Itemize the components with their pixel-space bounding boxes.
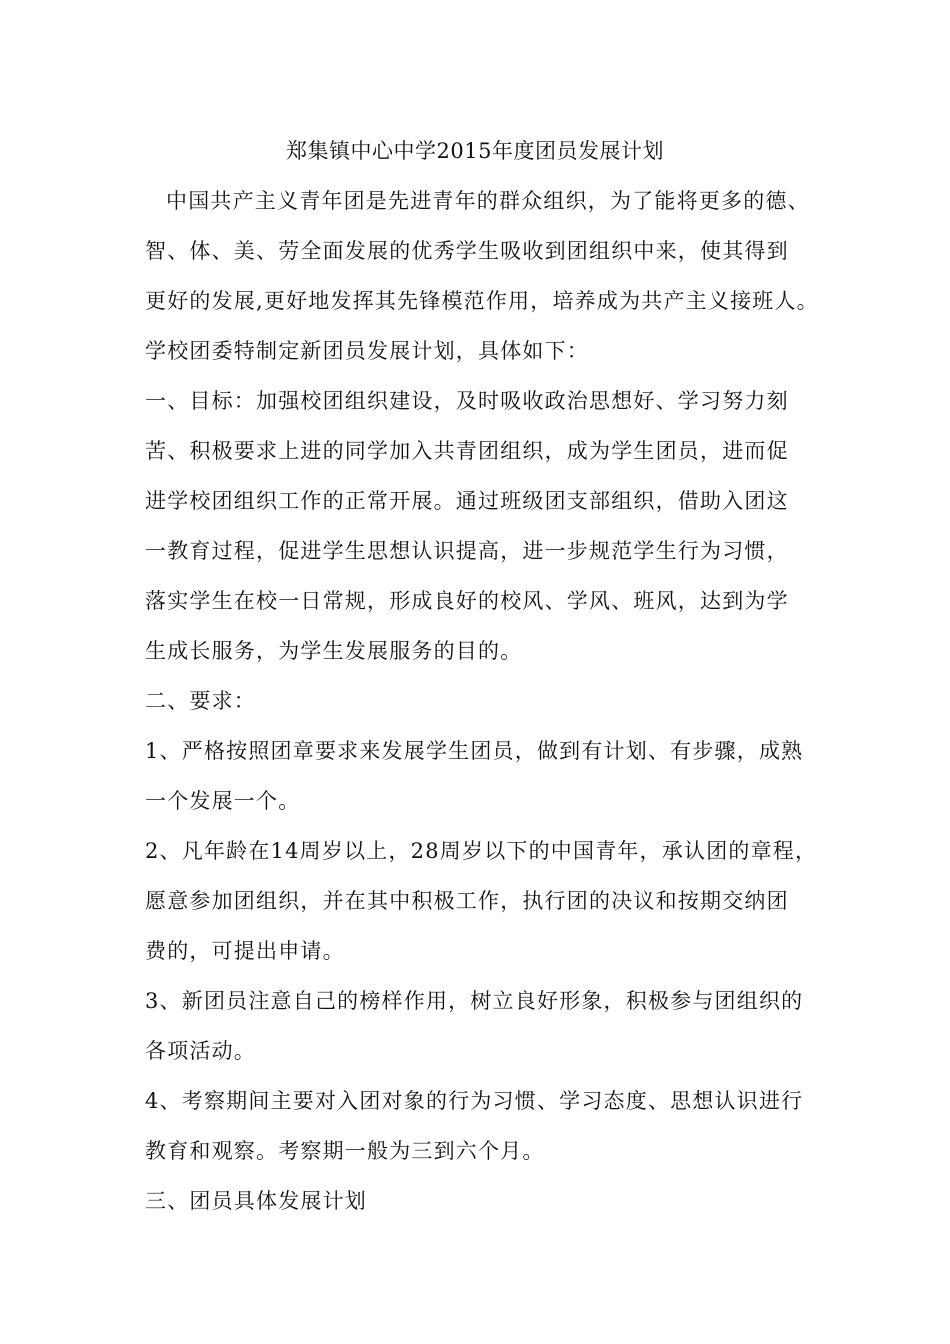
- paragraph-line: 一教育过程，促进学生思想认识提高，进一步规范学生行为习惯，: [145, 539, 789, 563]
- section-heading-plan: 三、团员具体发展计划: [145, 1189, 367, 1213]
- paragraph-line: 生成长服务，为学生发展服务的目的。: [145, 639, 523, 663]
- paragraph-line: 落实学生在校一日常规，形成良好的校风、学风、班风，达到为学: [145, 589, 789, 613]
- paragraph-line: 进学校团组织工作的正常开展。通过班级团支部组织，借助入团这: [145, 489, 789, 513]
- paragraph-line: 教育和观察。考察期一般为三到六个月。: [145, 1139, 545, 1163]
- paragraph-line: 中国共产主义青年团是先进青年的群众组织，为了能将更多的德、: [166, 189, 810, 213]
- paragraph-line: 费的，可提出申请。: [145, 939, 345, 963]
- paragraph-line: 一个发展一个。: [145, 789, 301, 813]
- document-title: 郑集镇中心中学2015年度团员发展计划: [286, 139, 664, 163]
- paragraph-line: 学校团委特制定新团员发展计划，具体如下：: [145, 339, 589, 363]
- list-item: 2、凡年龄在14周岁以上，28周岁以下的中国青年，承认团的章程，: [145, 839, 818, 863]
- paragraph-line: 愿意参加团组织，并在其中积极工作，执行团的决议和按期交纳团: [145, 889, 789, 913]
- paragraph-line: 智、体、美、劳全面发展的优秀学生吸收到团组织中来，使其得到: [145, 239, 789, 263]
- paragraph-line: 各项活动。: [145, 1039, 256, 1063]
- list-item: 1、严格按照团章要求来发展学生团员，做到有计划、有步骤，成熟: [145, 739, 804, 763]
- section-heading-goal: 一、目标：加强校团组织建设，及时吸收政治思想好、学习努力刻: [145, 389, 789, 413]
- list-item: 3、新团员注意自己的榜样作用，树立良好形象，积极参与团组织的: [145, 989, 804, 1013]
- list-item: 4、考察期间主要对入团对象的行为习惯、学习态度、思想认识进行: [145, 1089, 804, 1113]
- section-heading-requirements: 二、要求：: [145, 689, 256, 713]
- paragraph-line: 苦、积极要求上进的同学加入共青团组织，成为学生团员，进而促: [145, 439, 789, 463]
- paragraph-line: 更好的发展,更好地发挥其先锋模范作用，培养成为共产主义接班人。: [145, 289, 819, 313]
